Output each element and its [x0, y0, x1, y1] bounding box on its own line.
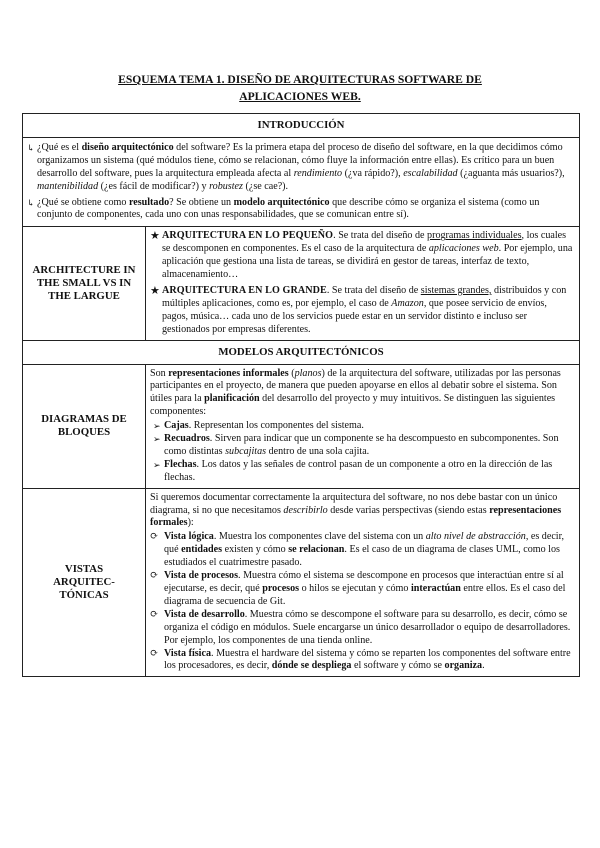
diagramas-label: DIAGRAMAS DE BLOQUES: [23, 364, 146, 488]
outline-table: [22, 113, 580, 677]
list-item-vista-logica: ⟳ Vista lógica. Muestra los componentes clave del sistema con un alto nivel de abstracción, es decir, qué entidades existen y cómo se relacionan. Es el caso de un diagrama de clases UML, como los estudiados el cuatrimestre pasado.: [150, 531, 565, 569]
diagramas-row: [23, 364, 580, 488]
small-large-label: ARCHITECTURE IN THE SMALL VS IN THE LARGUE: [23, 227, 146, 340]
introduccion-header: INTRODUCCIÓN: [23, 114, 580, 138]
corner-arrow-icon: ↳: [27, 142, 35, 153]
star-icon: ★: [150, 284, 160, 297]
arrow-bullet-icon: ➢: [153, 434, 161, 445]
vistas-intro: Si queremos documentar correctamente la arquitectura del software, no nos debe bastar con un único diagrama, si no que necesitamos describirlo desde varias perspectivas (siendo estas representaciones formales):: [150, 491, 562, 529]
arrow-bullet-icon: ➢: [153, 459, 161, 470]
document-title: [60, 71, 540, 105]
small-large-row: [23, 227, 580, 340]
star-icon: ★: [150, 230, 160, 243]
ring-bullet-icon: ⟳: [150, 531, 159, 543]
ring-bullet-icon: ⟳: [150, 570, 159, 582]
diagramas-body: [146, 364, 580, 488]
introduccion-body: [23, 137, 580, 226]
list-item-cajas: ➢ Cajas. Representan los componentes del sistema.: [150, 420, 575, 433]
ring-bullet-icon: ⟳: [150, 647, 159, 659]
introduccion-header-row: [23, 114, 580, 138]
list-item-vista-fisica: ⟳ Vista física. Muestra el hardware del sistema y cómo se reparten los componentes del software entre los procesadores, es decir, dónde se despliega el software y cómo se organiza.: [150, 647, 571, 672]
ring-bullet-icon: ⟳: [150, 608, 159, 620]
question-resultado: ↳ ¿Qué se obtiene como resultado? Se obtiene un modelo arquitectónico que describe cómo se organiza el sistema (como un conjunto de componentes, cada uno con unas responsabilidades, que se comunican entre sí).: [27, 196, 540, 221]
title-line-1: ESQUEMA TEMA 1. DISEÑO DE ARQUITECTURAS SOFTWARE DE: [118, 73, 482, 86]
list-item-vista-desarrollo: ⟳ Vista de desarrollo. Muestra cómo se descompone el software para su desarrollo, es decir, cómo se organiza el código en módulos. Suele encargarse un único desarrollador o equipo de desarrolladores. Por ejemplo, los componentes de una tienda online.: [150, 608, 571, 646]
list-item-recuadros: ➢ Recuadros. Sirven para indicar que un componente se ha descompuesto en subcomponentes. Son como distintas subcajitas dentro de una sola cajita.: [150, 433, 575, 459]
title-line-2: APLICACIONES WEB.: [239, 90, 361, 103]
vistas-body: [146, 488, 580, 677]
question-diseno: ↳ ¿Qué es el diseño arquitectónico del software? Es la primera etapa del proceso de diseño del software, en la que decidimos cómo organizamos un sistema (qué módulos tiene, cómo se relacionan, cómo fluye la información entre ellas). Es crítico para un buen desarrollo del software, pues la arquitectura empleada afecta al rendimiento (¿va rápido?), escalabilidad (¿aguanta más usuarios?), mantenibilidad (¿es fácil de modificar?) y robustez (¿se cae?).: [27, 141, 565, 192]
vistas-label: VISTAS ARQUITEC- TÓNICAS: [23, 488, 146, 677]
arquitectura-pequeno: ★ ARQUITECTURA EN LO PEQUEÑO. Se trata del diseño de programas individuales, los cuales se descomponen en componentes. Es el caso de la arquitectura de aplicaciones web. Por ejemplo, una aplicación que gestiona una lista de tareas, se dividirá en gestor de tareas, interfaz de texto, almacenamiento…: [150, 230, 573, 281]
diagramas-intro: Son representaciones informales (planos) de la arquitectura del software, utilizadas por las personas participantes en el proyecto, de manera que pueden apoyarse en ellos al debatir sobre el sistema. Son útiles para la planificación del desarrollo del proyecto y muy intuitivos. Se distinguen las siguientes componentes:: [150, 367, 561, 418]
corner-arrow-icon: ↳: [27, 197, 35, 208]
list-item-flechas: ➢ Flechas. Los datos y las señales de control pasan de un componente a otro en la dirección de las flechas.: [150, 459, 575, 485]
small-large-body: [146, 227, 580, 340]
arquitectura-grande: ★ ARQUITECTURA EN LO GRANDE. Se trata del diseño de sistemas grandes, distribuidos y con múltiples aplicaciones, como es, por ejemplo, el caso de Amazon, que posee servicio de envíos, pagos, música… cada uno de los servicios puede estar en un servidor distinto e incluso ser gestionados por empresas diferentes.: [150, 284, 567, 335]
arrow-bullet-icon: ➢: [153, 421, 161, 432]
modelos-header-row: [23, 340, 580, 364]
list-item-vista-procesos: ⟳ Vista de procesos. Muestra cómo el sistema se descompone en procesos que interactúan entre sí al ejecutarse, es decir, qué procesos o hilos se ejecutan y cómo interactúan entre ellos. Es el caso del diagrama de secuencia de Git.: [150, 570, 566, 607]
vistas-row: [23, 488, 580, 677]
modelos-header: MODELOS ARQUITECTÓNICOS: [23, 340, 580, 364]
introduccion-row: [23, 137, 580, 226]
